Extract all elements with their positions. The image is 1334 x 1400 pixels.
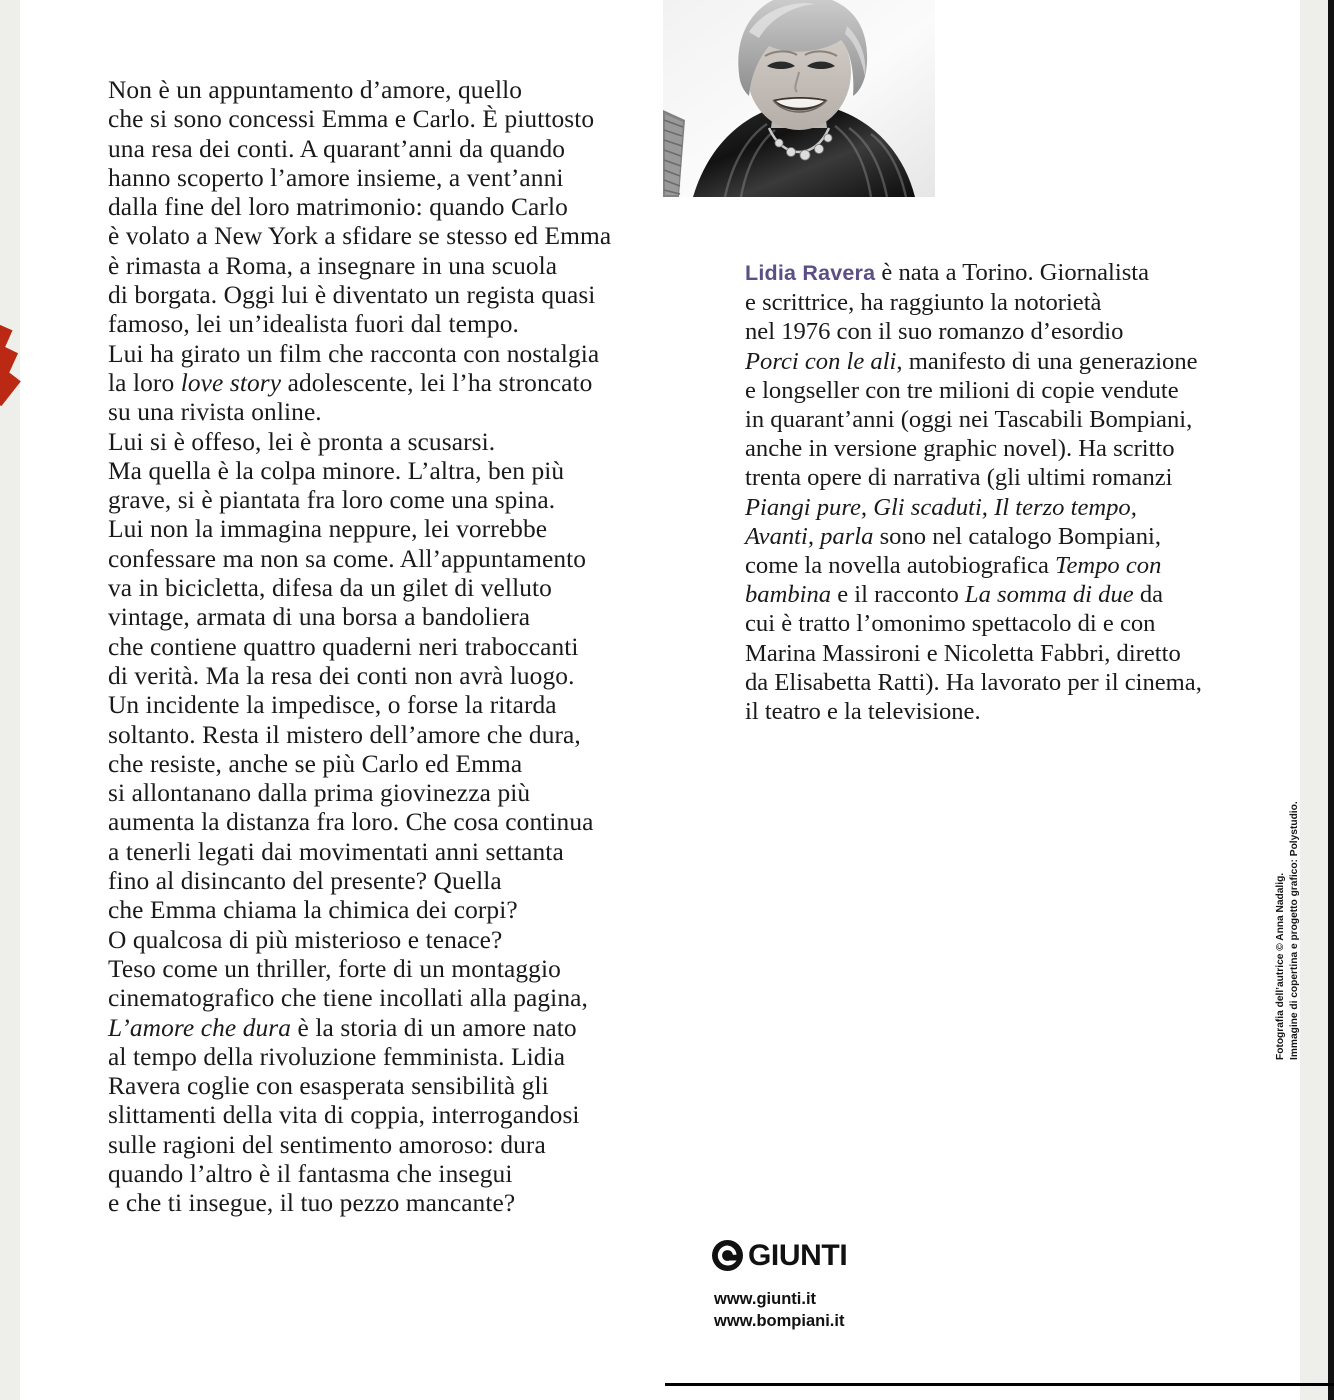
blurb-line: famoso, lei un’idealista fuori dal tempo. [108, 310, 519, 339]
bio-line [745, 493, 1255, 522]
blurb-line: Lui non la immagina neppure, lei vorrebbe [108, 515, 548, 544]
italic-title: La somma di due [964, 581, 1134, 609]
blurb-line: su una rivista online. [108, 398, 322, 427]
blurb-line: grave, si è piantata fra loro come una spina. [108, 486, 556, 515]
page-right-edge-strip [1300, 0, 1328, 1400]
bio-line: nel 1976 con il suo romanzo d’esordio [745, 318, 1124, 346]
blurb-line: L’amore che dura è la storia di un amore nato [108, 1013, 577, 1042]
bio-line: e longseller con tre milioni di copie vendute [745, 376, 1179, 404]
blurb-line: è volato a New York a sfidare se stesso ed Emma [108, 222, 612, 251]
blurb-line: e che ti insegue, il tuo pezzo mancante? [108, 1189, 516, 1218]
italic-title: love story [180, 368, 282, 397]
blurb-line: di borgata. Oggi lui è diventato un regista quasi [108, 281, 596, 310]
blurb-line: aumenta la distanza fra loro. Che cosa continua [108, 808, 594, 837]
publisher-urls[interactable] [714, 1289, 844, 1332]
page-right-black-edge [1328, 0, 1334, 1400]
bottom-rule [665, 1383, 1334, 1386]
blurb-line: una resa dei conti. A quarant’anni da quando [108, 134, 566, 163]
blurb-line: che si sono concessi Emma e Carlo. È piuttosto [108, 105, 595, 134]
blurb-line: va in bicicletta, difesa da un gilet di velluto [108, 574, 552, 603]
blurb-line: vintage, armata di una borsa a bandoliera [108, 603, 531, 632]
blurb-line: è rimasta a Roma, a insegnare in una scuola [108, 251, 558, 280]
italic-title: bambina [745, 581, 832, 609]
bio-line: trenta opere di narrativa (gli ultimi romanzi [745, 464, 1173, 492]
blurb-line: slittamenti della vita di coppia, interrogandosi [108, 1101, 580, 1130]
italic-title: Tempo con [1055, 552, 1162, 580]
bio-line: come la novella autobiografica Tempo con [745, 552, 1162, 580]
blurb-line: fino al disincanto del presente? Quella [108, 867, 502, 896]
blurb-line: confessare ma non sa come. All’appuntamento [108, 544, 587, 573]
blurb-line: dalla fine del loro matrimonio: quando Carlo [108, 193, 568, 222]
bio-line: il teatro e la televisione. [745, 698, 981, 726]
giunti-circle-g-mark-icon [712, 1240, 743, 1271]
bio-line: e scrittrice, ha raggiunto la notorietà [745, 289, 1102, 317]
blurb-line: Lui ha girato un film che racconta con nostalgia [108, 339, 600, 368]
blurb-line: soltanto. Resta il mistero dell’amore che dura, [108, 720, 581, 749]
blurb-line: Lui si è offeso, lei è pronta a scusarsi. [108, 427, 496, 456]
blurb-line: la loro love story adolescente, lei l’ha stroncato [108, 368, 593, 397]
blurb-line: cinematografico che tiene incollati alla pagina, [108, 984, 588, 1013]
publisher-logo[interactable] [712, 1240, 847, 1271]
italic-title: Porci con le ali [745, 347, 897, 375]
blurb-line: Ravera coglie con esasperata sensibilità gli [108, 1072, 549, 1101]
bio-line: cui è tratto l’omonimo spettacolo di e con [745, 610, 1156, 638]
credit-line: Immagine di copertina e progetto grafico: Polystudio. [1288, 801, 1300, 1060]
bio-line: anche in versione graphic novel). Ha scritto [745, 435, 1175, 463]
bio-line: da Elisabetta Ratti). Ha lavorato per il cinema, [745, 668, 1202, 696]
publisher-url[interactable]: www.bompiani.it [714, 1311, 845, 1330]
page-left-edge-strip [0, 0, 20, 1400]
bio-line: in quarant’anni (oggi nei Tascabili Bompiani, [745, 406, 1193, 434]
blurb-line: di verità. Ma la resa dei conti non avrà luogo. [108, 661, 575, 690]
blurb-line: si allontanano dalla prima giovinezza più [108, 779, 531, 808]
blurb-line: Un incidente la impedisce, o forse la ritarda [108, 691, 557, 720]
bio-line: Avanti, parla sono nel catalogo Bompiani, [745, 522, 1161, 550]
blurb-line: hanno scoperto l’amore insieme, a vent’anni [108, 163, 564, 192]
author-name: Lidia Ravera [745, 261, 876, 285]
book-blurb [108, 76, 636, 1219]
author-portrait [663, 0, 935, 197]
italic-title: Avanti, parla [745, 522, 874, 550]
bio-line: Marina Massironi e Nicoletta Fabbri, diretto [745, 639, 1181, 667]
author-bio [745, 258, 1255, 726]
publisher-name: GIUNTI [748, 1238, 848, 1272]
italic-title: Piangi pure, Gli scaduti, Il terzo tempo, [745, 493, 1137, 521]
credit-line: Fotografia dell’autrice © Anna Nadalig. [1275, 872, 1286, 1060]
italic-title: L’amore che dura [108, 1013, 292, 1042]
blurb-line: O qualcosa di più misterioso e tenace? [108, 925, 503, 954]
blurb-line: che contiene quattro quaderni neri traboccanti [108, 632, 579, 661]
bio-line: bambina e il racconto La somma di due da [745, 581, 1164, 609]
blurb-line: sulle ragioni del sentimento amoroso: dura [108, 1130, 546, 1159]
blurb-line: Non è un appuntamento d’amore, quello [108, 76, 523, 104]
blurb-line: che resiste, anche se più Carlo ed Emma [108, 749, 523, 778]
blurb-line: a tenerli legati dai movimentati anni settanta [108, 837, 564, 866]
blurb-line: Ma quella è la colpa minore. L’altra, ben più [108, 456, 565, 485]
blurb-line: al tempo della rivoluzione femminista. Lidia [108, 1042, 566, 1071]
blurb-line: che Emma chiama la chimica dei corpi? [108, 896, 518, 925]
bio-line: Porci con le ali, manifesto di una generazione [745, 347, 1198, 375]
bio-line: Lidia Ravera è nata a Torino. Giornalista [745, 259, 1150, 286]
blurb-line: quando l’altro è il fantasma che insegui [108, 1159, 513, 1188]
publisher-url[interactable]: www.giunti.it [714, 1290, 817, 1308]
image-credits [1274, 770, 1301, 1060]
author-portrait-image [663, 0, 935, 197]
blurb-line: Teso come un thriller, forte di un montaggio [108, 954, 561, 983]
